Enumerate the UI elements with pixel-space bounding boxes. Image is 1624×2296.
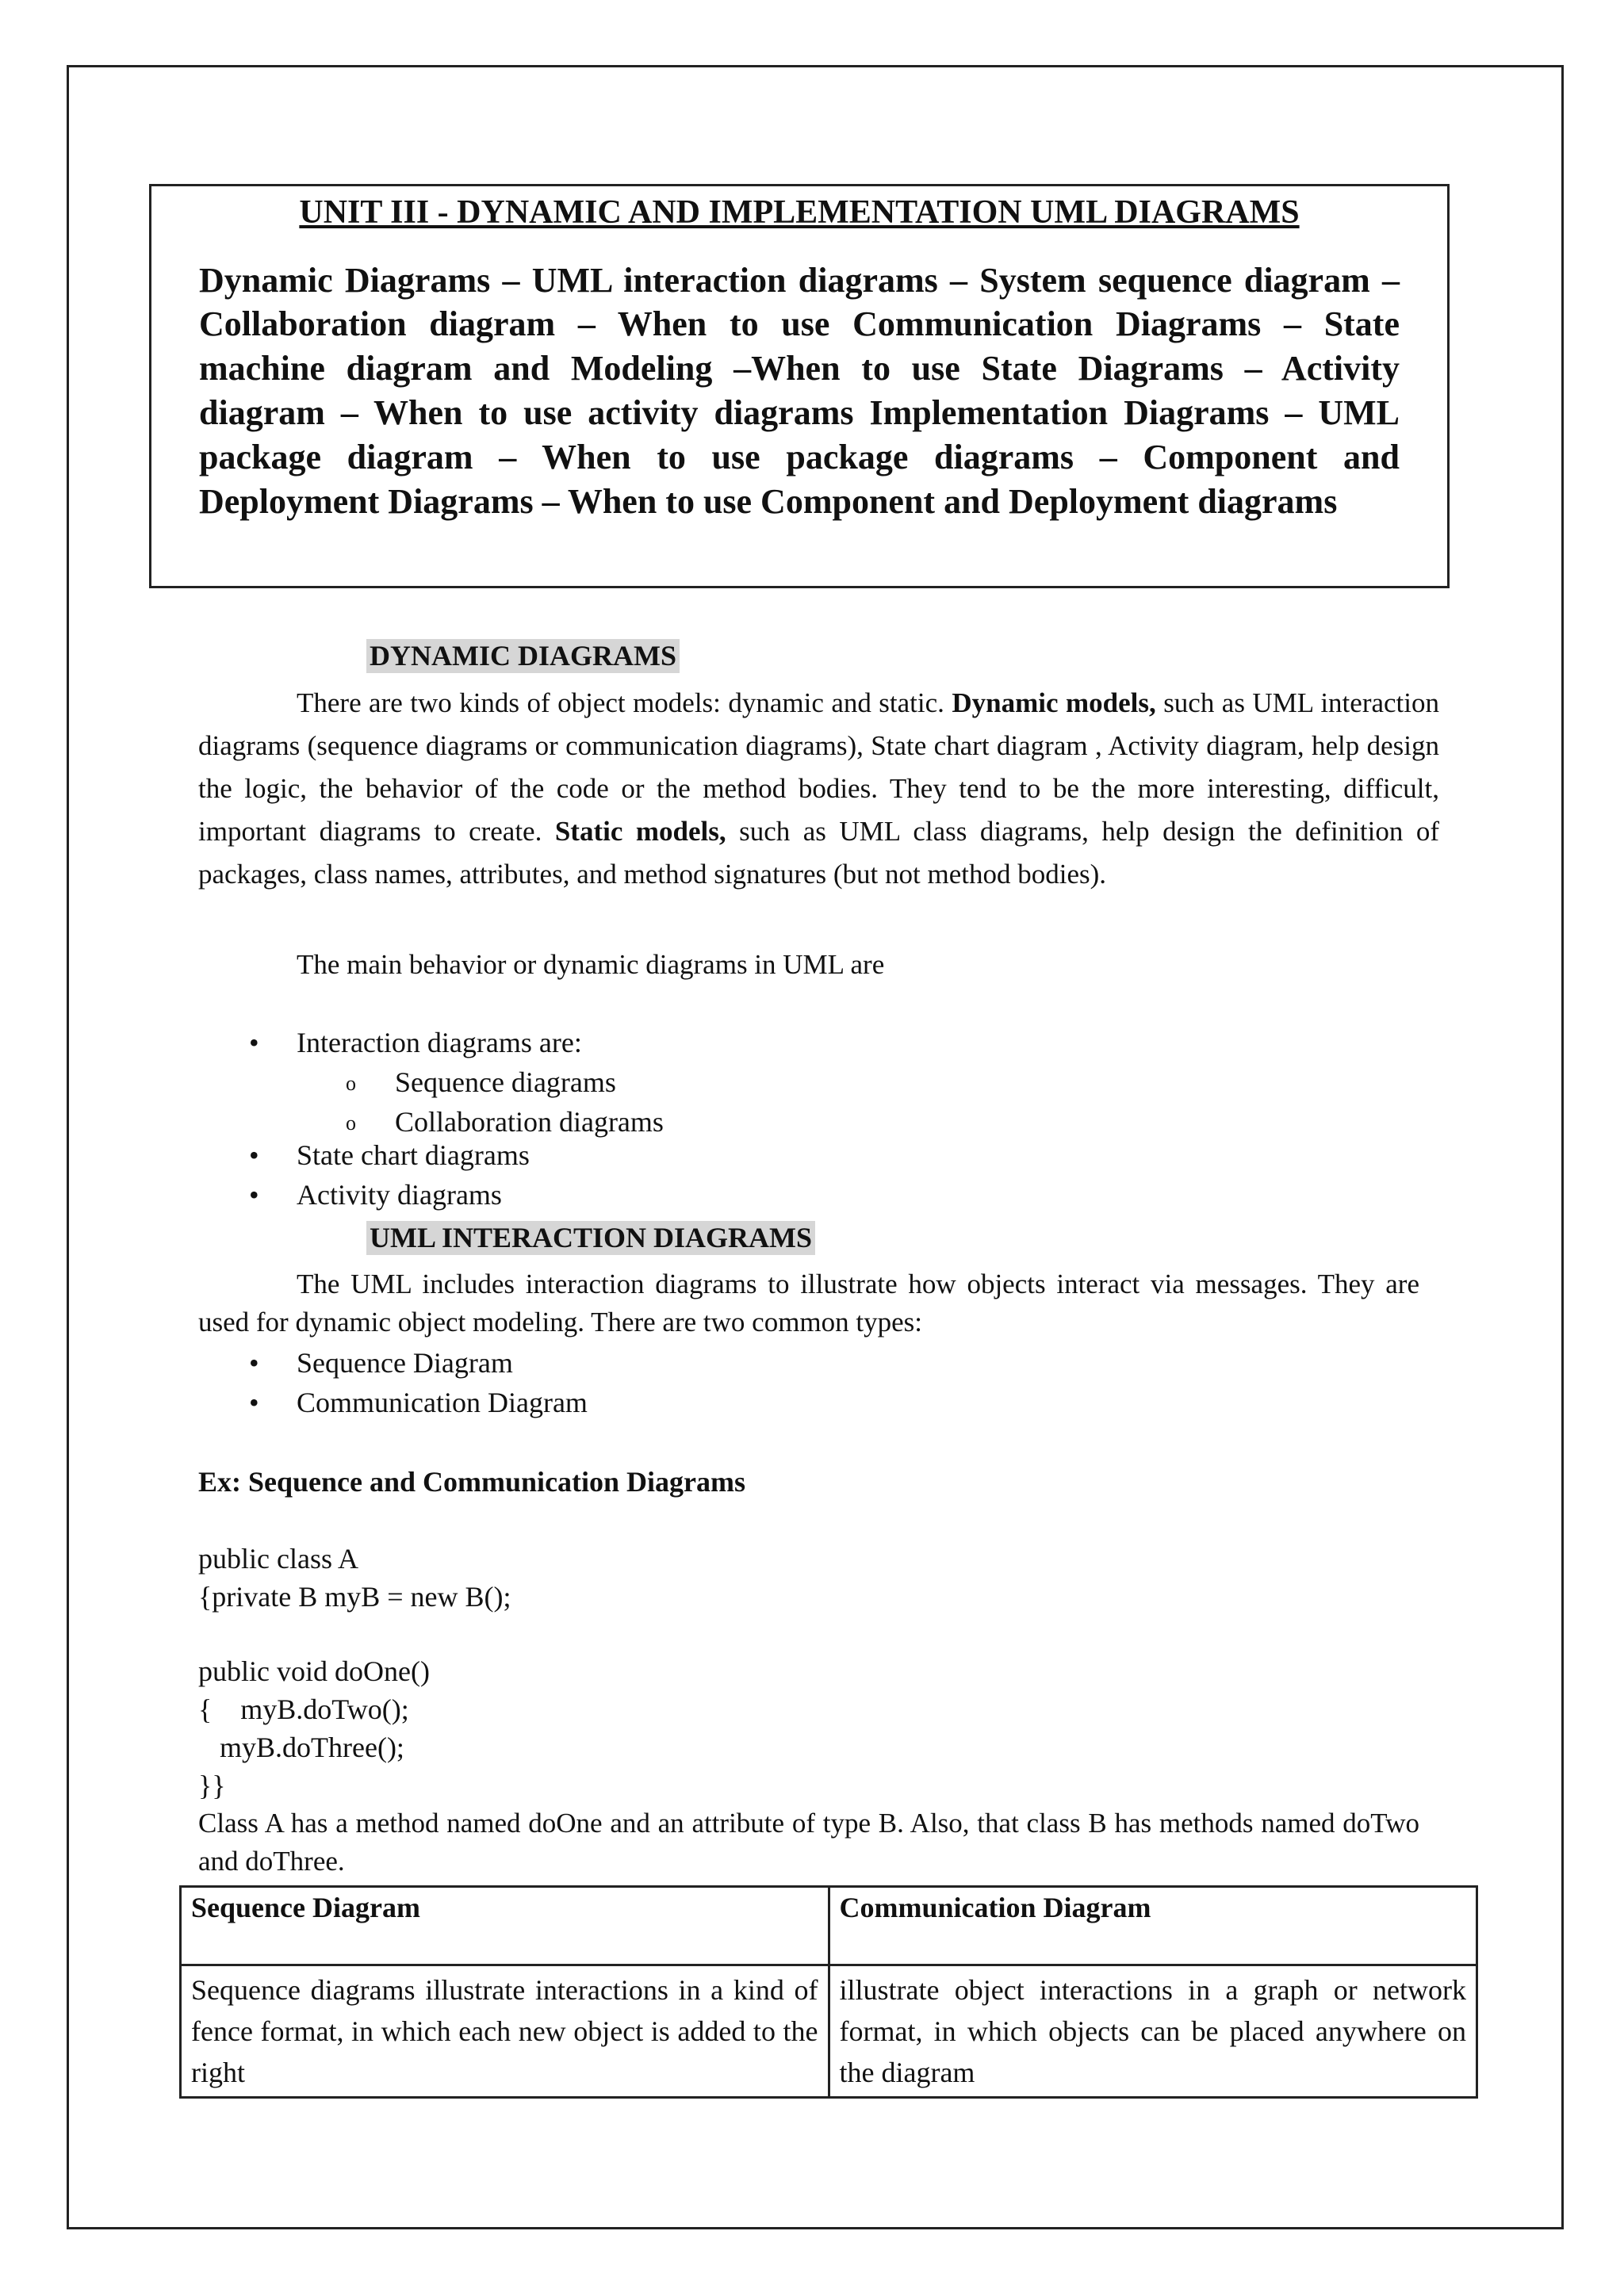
example-title: Ex: Sequence and Communication Diagrams [198,1466,746,1498]
list-item [198,1135,1308,1175]
list-item-label: Interaction diagrams are: [297,1027,582,1058]
code-block-class: public class A {private B myB = new B(); [198,1543,511,1613]
interaction-heading-wrap [366,1221,815,1255]
unit-summary-box [149,184,1450,588]
list-item [198,1175,1308,1215]
dynamic-diagrams-heading: DYNAMIC DIAGRAMS [366,639,680,673]
bullet-icon: • [249,1387,259,1418]
list-item-label: Collaboration diagrams [395,1106,664,1138]
dynamic-models-term: Dynamic models, [952,687,1156,718]
list-item [198,1023,1308,1062]
sub-list-item [198,1062,1308,1102]
dynamic-text-1: There are two kinds of object models: dynamic and static. [297,687,952,718]
table-cell-sequence: Sequence diagrams illustrate interactions in a kind of fence format, in which each new object is added to the right [181,1965,829,2098]
unit-topics: Dynamic Diagrams – UML interaction diagrams – System sequence diagram – Collaboration diagram – When to use Communication Diagrams – State machine diagram and Modeling –When to use State Diagrams – Activity diagram – When to use activity diagrams Implementation Diagrams – UML package diagram – When to use package diagrams – Component and Deployment Diagrams – When to use Component and Deployment diagrams [199,260,1400,521]
dynamic-heading-wrap [366,639,680,673]
code-block-method: public void doOne() { myB.doTwo(); myB.doThree(); }} [198,1655,430,1801]
circle-bullet-icon: o [346,1112,356,1135]
bullet-icon: • [249,1139,259,1171]
example-explanation: Class A has a method named doOne and an attribute of type B. Also, that class B has methods named doTwo and doThree. [198,1808,1419,1877]
bullet-icon: • [249,1179,259,1211]
list-item [198,1343,1308,1383]
table-row [181,1965,1477,2098]
bullet-icon: • [249,1347,259,1379]
table-header-sequence: Sequence Diagram [181,1887,829,1965]
table-header-communication: Communication Diagram [829,1887,1477,1965]
list-item-label: Sequence Diagram [297,1347,513,1379]
static-models-term: Static models, [554,816,726,847]
unit-title: UNIT III - DYNAMIC AND IMPLEMENTATION UML DIAGRAMS [299,194,1300,231]
table-header-row [181,1887,1477,1965]
behavior-diagrams-intro: The main behavior or dynamic diagrams in UML are [297,949,885,980]
list-item-label: Sequence diagrams [395,1066,616,1098]
list-item [198,1383,1308,1422]
dynamic-diagram-list [198,1023,1308,1215]
comparison-table [179,1885,1478,2099]
interaction-types-list [198,1343,1308,1422]
dynamic-text-3: such as UML class diagrams, help design the definition of packages, class names, attributes, and method signatures (but not method bodies). [198,816,1439,890]
circle-bullet-icon: o [346,1072,356,1095]
dynamic-text-2: such as UML interaction diagrams (sequence diagrams or communication diagrams), State chart diagram , Activity diagram, help design the logic, the behavior of the code or the method bodies. They tend to be the more interesting, difficult, important diagrams to create. [198,687,1439,847]
table-cell-communication: illustrate object interactions in a graph or network format, in which objects can be placed anywhere on the diagram [829,1965,1477,2098]
dynamic-paragraph [198,682,1439,896]
list-item-label: State chart diagrams [297,1139,530,1171]
list-item-label: Communication Diagram [297,1387,588,1418]
list-item-label: Activity diagrams [297,1179,502,1211]
uml-interaction-heading: UML INTERACTION DIAGRAMS [366,1221,815,1255]
interaction-paragraph: The UML includes interaction diagrams to illustrate how objects interact via messages. They are used for dynamic object modeling. There are two common types: [198,1269,1419,1337]
bullet-icon: • [249,1027,259,1058]
